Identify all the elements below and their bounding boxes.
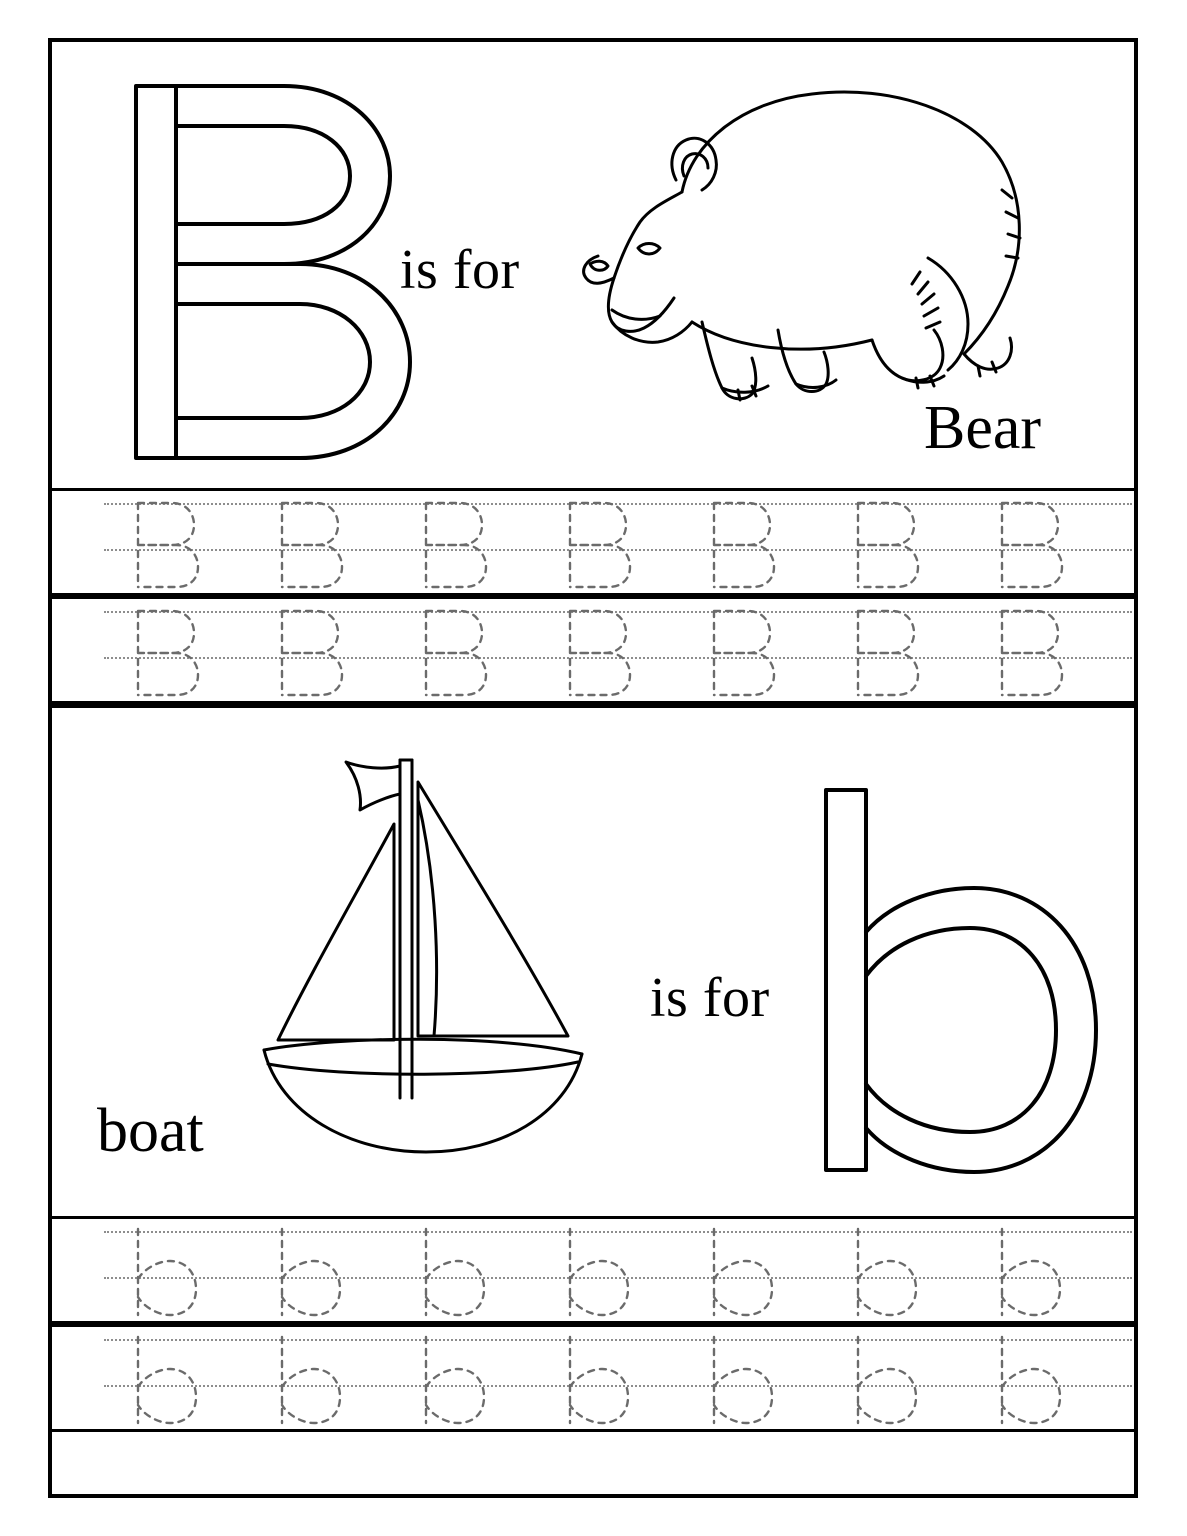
trace-letter-b [544,1219,688,1327]
trace-letter-b [688,1219,832,1327]
trace-letter-B [544,599,688,707]
trace-letter-B [256,599,400,707]
trace-letter-B [400,599,544,707]
trace-letter-b [400,1327,544,1435]
tracing-letters-row-3 [112,1219,1122,1327]
tracing-letters-row-1 [112,491,1122,599]
lower-is-for-text: is for [650,967,770,1029]
bear-illustration [572,72,1042,402]
trace-letter-B [400,491,544,599]
upper-word-label: Bear [924,394,1042,462]
trace-letter-b [112,1327,256,1435]
trace-letter-B [688,599,832,707]
trace-letter-b [400,1219,544,1327]
trace-letter-b [256,1219,400,1327]
trace-letter-b [832,1327,976,1435]
trace-letter-b [832,1219,976,1327]
tracing-row-1 [52,488,1134,596]
tracing-letters-row-4 [112,1327,1122,1435]
lowercase-b-outline [804,780,1104,1180]
trace-letter-B [112,491,256,599]
trace-letter-B [832,491,976,599]
upper-panel [52,42,1134,488]
trace-letter-b [976,1327,1120,1435]
tracing-row-2 [52,596,1134,704]
trace-letter-B [976,491,1120,599]
lower-word-label: boat [97,1097,204,1165]
trace-letter-B [544,491,688,599]
uppercase-b-outline [114,72,414,472]
sailboat-illustration [250,748,630,1168]
trace-letter-B [112,599,256,707]
trace-letter-b [976,1219,1120,1327]
trace-letter-B [976,599,1120,707]
trace-letter-b [544,1327,688,1435]
trace-letter-B [688,491,832,599]
trace-letter-b [256,1327,400,1435]
trace-letter-b [112,1219,256,1327]
trace-letter-B [256,491,400,599]
trace-letter-B [832,599,976,707]
tracing-row-3 [52,1216,1134,1324]
lower-panel [52,708,1134,1216]
upper-is-for-text: is for [400,239,520,301]
trace-letter-b [688,1327,832,1435]
tracing-letters-row-2 [112,599,1122,707]
tracing-row-4 [52,1324,1134,1432]
